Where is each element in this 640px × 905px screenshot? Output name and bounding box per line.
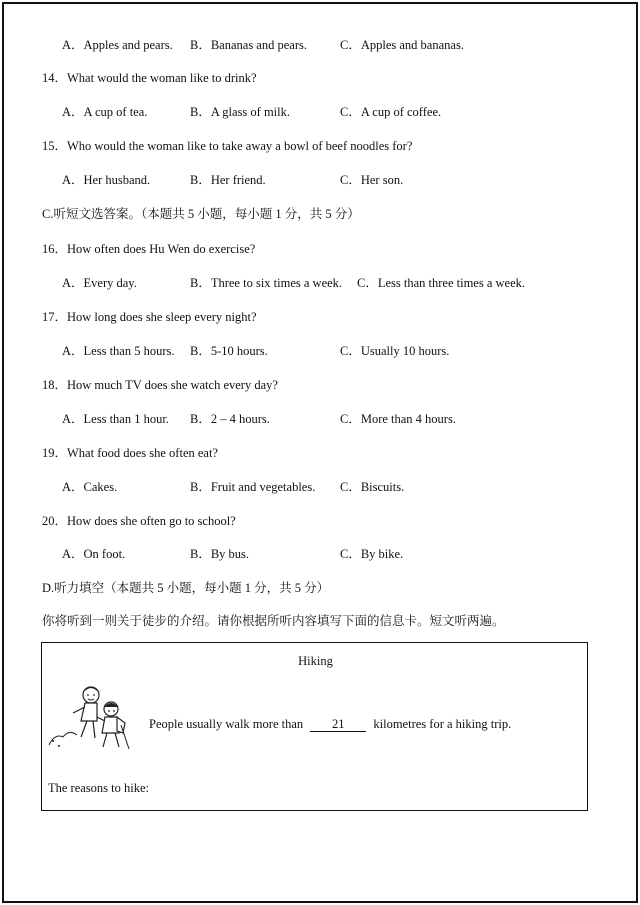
q14-option-a: A．A cup of tea.: [62, 105, 148, 119]
q17-option-c: C．Usually 10 hours.: [340, 344, 450, 358]
q15-option-b: B．Her friend.: [190, 173, 266, 187]
question-16: 16．How often does Hu Wen do exercise?: [42, 242, 256, 256]
question-18: 18．How much TV does she watch every day?: [42, 378, 278, 392]
question-20: 20．How does she often go to school?: [42, 514, 236, 528]
q13-option-b: B．Bananas and pears.: [190, 38, 307, 52]
question-15: 15．Who would the woman like to take away a bowl of beef noodles for?: [42, 139, 413, 153]
section-c-heading: C.听短文选答案。（本题共 5 小题，每小题 1 分，共 5 分）: [42, 207, 360, 221]
hiking-sentence: [149, 716, 511, 732]
hiking-sentence-after: kilometres for a hiking trip.: [373, 717, 512, 731]
q18-option-a: A．Less than 1 hour.: [62, 412, 169, 426]
q15-option-c: C．Her son.: [340, 173, 404, 187]
q16-option-c: C．Less than three times a week.: [357, 276, 526, 290]
q19-option-c: C．Biscuits.: [340, 480, 405, 494]
q13-option-a: A．Apples and pears.: [62, 38, 173, 52]
q20-option-b: B．By bus.: [190, 547, 250, 561]
q13-option-c: C．Apples and bananas.: [340, 38, 464, 52]
q20-option-a: A．On foot.: [62, 547, 126, 561]
question-14: 14．What would the woman like to drink?: [42, 71, 257, 85]
q17-option-b: B．5-10 hours.: [190, 344, 268, 358]
q20-option-c: C．By bike.: [340, 547, 404, 561]
section-d-instruction: 你将听到一则关于徒步的介绍。请你根据所听内容填写下面的信息卡。短文听两遍。: [42, 614, 505, 628]
section-d-heading: D.听力填空（本题共 5 小题，每小题 1 分，共 5 分）: [42, 581, 330, 595]
reasons-to-hike-label: The reasons to hike:: [48, 781, 150, 795]
q19-option-a: A．Cakes.: [62, 480, 118, 494]
answer-blank-21[interactable]: 21: [310, 717, 366, 732]
hikers-illustration: [47, 683, 137, 758]
question-17: 17．How long does she sleep every night?: [42, 310, 257, 324]
q15-option-a: A．Her husband.: [62, 173, 151, 187]
q19-option-b: B．Fruit and vegetables.: [190, 480, 316, 494]
q17-option-a: A．Less than 5 hours.: [62, 344, 175, 358]
q18-option-c: C．More than 4 hours.: [340, 412, 456, 426]
q16-option-b: B．Three to six times a week.: [190, 276, 343, 290]
hiking-card-title: Hiking: [298, 654, 333, 668]
hikers-icon: [47, 683, 137, 753]
q16-option-a: A．Every day.: [62, 276, 137, 290]
question-19: 19．What food does she often eat?: [42, 446, 218, 460]
q14-option-b: B．A glass of milk.: [190, 105, 291, 119]
q14-option-c: C．A cup of coffee.: [340, 105, 442, 119]
hiking-info-card: [41, 642, 588, 811]
q18-option-b: B．2 – 4 hours.: [190, 412, 270, 426]
hiking-sentence-before: People usually walk more than: [149, 717, 304, 731]
